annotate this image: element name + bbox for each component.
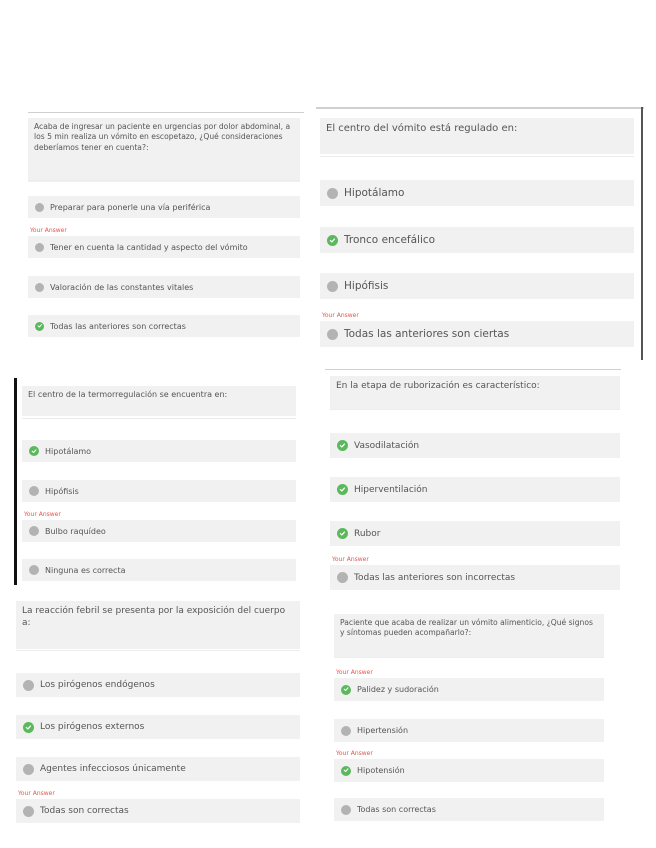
- answer-option[interactable]: [320, 227, 634, 253]
- answer-option[interactable]: [320, 180, 634, 206]
- option-label: Tronco encefálico: [344, 234, 436, 246]
- option-label: Rubor: [354, 528, 381, 539]
- radio-circle-icon: [35, 203, 44, 212]
- radio-circle-icon: [341, 805, 351, 815]
- your-answer-label: Your Answer: [18, 790, 55, 797]
- answer-option[interactable]: [330, 565, 620, 590]
- correct-check-icon: [337, 528, 348, 539]
- option-label: Los pirógenos externos: [40, 722, 145, 732]
- answer-option[interactable]: [28, 196, 300, 218]
- card-top-border: [28, 112, 304, 113]
- correct-check-icon: [327, 235, 338, 246]
- answer-option[interactable]: [28, 315, 300, 337]
- question-divider: [16, 650, 300, 651]
- option-label: Hipotálamo: [45, 446, 92, 456]
- option-label: Preparar para ponerle una vía periférica: [50, 202, 211, 212]
- card-top-border: [325, 369, 621, 370]
- correct-check-icon: [35, 322, 44, 331]
- question-divider: [330, 409, 620, 410]
- radio-circle-icon: [35, 243, 44, 252]
- answer-option[interactable]: [22, 520, 296, 542]
- option-label: Todas las anteriores son incorrectas: [354, 572, 516, 583]
- answer-option[interactable]: [22, 480, 296, 502]
- option-label: Ninguna es correcta: [45, 565, 126, 575]
- answer-option[interactable]: [22, 559, 296, 581]
- radio-circle-icon: [327, 329, 338, 340]
- option-label: Hipófisis: [45, 486, 79, 496]
- your-answer-label: Your Answer: [322, 312, 359, 319]
- option-label: Todas las anteriores son correctas: [50, 321, 186, 331]
- your-answer-label: Your Answer: [30, 227, 67, 234]
- option-label: Los pirógenos endógenos: [40, 680, 155, 690]
- option-label: Hipotensión: [357, 766, 405, 775]
- option-label: Todas son correctas: [357, 805, 436, 814]
- correct-check-icon: [341, 766, 351, 776]
- answer-option[interactable]: [16, 673, 300, 697]
- card-left-bar: [14, 378, 17, 585]
- answer-option[interactable]: [334, 759, 604, 782]
- radio-circle-icon: [341, 726, 351, 736]
- question-divider: [28, 180, 300, 181]
- your-answer-label: Your Answer: [336, 669, 373, 676]
- question-divider: [320, 156, 634, 157]
- answer-option[interactable]: [330, 477, 620, 502]
- option-label: Hipófisis: [344, 280, 389, 292]
- option-label: Palidez y sudoración: [357, 685, 439, 694]
- answer-option[interactable]: [28, 276, 300, 298]
- correct-check-icon: [23, 722, 34, 733]
- answer-option[interactable]: [334, 798, 604, 821]
- radio-circle-icon: [327, 188, 338, 199]
- question-text: En la etapa de ruborización es característico:: [330, 376, 620, 410]
- your-answer-label: Your Answer: [336, 750, 373, 757]
- radio-circle-icon: [337, 572, 348, 583]
- option-label: Todas las anteriores son ciertas: [344, 328, 510, 340]
- answer-option[interactable]: [28, 236, 300, 258]
- answer-option[interactable]: [320, 321, 634, 347]
- radio-circle-icon: [327, 281, 338, 292]
- question-text: Paciente que acaba de realizar un vómito alimenticio, ¿Qué signos y síntomas pueden acompañarlo?:: [334, 614, 604, 658]
- option-label: Hipertensión: [357, 726, 409, 735]
- option-label: Hiperventilación: [354, 484, 428, 495]
- radio-circle-icon: [23, 764, 34, 775]
- option-label: Todas son correctas: [40, 806, 129, 816]
- question-text: Acaba de ingresar un paciente en urgencias por dolor abdominal, a los 5 min realiza un vómito en escopetazo, ¿Qué consideraciones deberíamos tener en cuenta?:: [28, 118, 300, 182]
- option-label: Hipotálamo: [344, 187, 405, 199]
- question-divider: [22, 418, 296, 419]
- option-label: Vasodilatación: [354, 440, 420, 451]
- question-divider: [334, 657, 604, 658]
- answer-option[interactable]: [320, 273, 634, 299]
- radio-circle-icon: [23, 806, 34, 817]
- option-label: Tener en cuenta la cantidad y aspecto del vómito: [50, 242, 248, 252]
- question-text: El centro de la termorregulación se encuentra en:: [22, 386, 296, 416]
- radio-circle-icon: [23, 680, 34, 691]
- card-top-border: [316, 107, 644, 109]
- answer-option[interactable]: [334, 678, 604, 701]
- answer-option[interactable]: [16, 715, 300, 739]
- radio-circle-icon: [29, 486, 39, 496]
- answer-option[interactable]: [22, 440, 296, 462]
- your-answer-label: Your Answer: [332, 556, 369, 563]
- radio-circle-icon: [29, 565, 39, 575]
- option-label: Agentes infecciosos únicamente: [40, 764, 186, 774]
- correct-check-icon: [337, 440, 348, 451]
- radio-circle-icon: [35, 283, 44, 292]
- correct-check-icon: [341, 685, 351, 695]
- answer-option[interactable]: [330, 433, 620, 458]
- answer-option[interactable]: [16, 757, 300, 781]
- question-text: El centro del vómito está regulado en:: [320, 118, 634, 154]
- option-label: Valoración de las constantes vitales: [50, 282, 194, 292]
- option-label: Bulbo raquídeo: [45, 526, 106, 536]
- your-answer-label: Your Answer: [24, 511, 61, 518]
- answer-option[interactable]: [334, 719, 604, 742]
- radio-circle-icon: [29, 526, 39, 536]
- question-text: La reacción febril se presenta por la exposición del cuerpo a:: [16, 601, 300, 649]
- answer-option[interactable]: [16, 799, 300, 823]
- correct-check-icon: [29, 446, 39, 456]
- card-edge: [641, 107, 643, 360]
- correct-check-icon: [337, 484, 348, 495]
- answer-option[interactable]: [330, 521, 620, 546]
